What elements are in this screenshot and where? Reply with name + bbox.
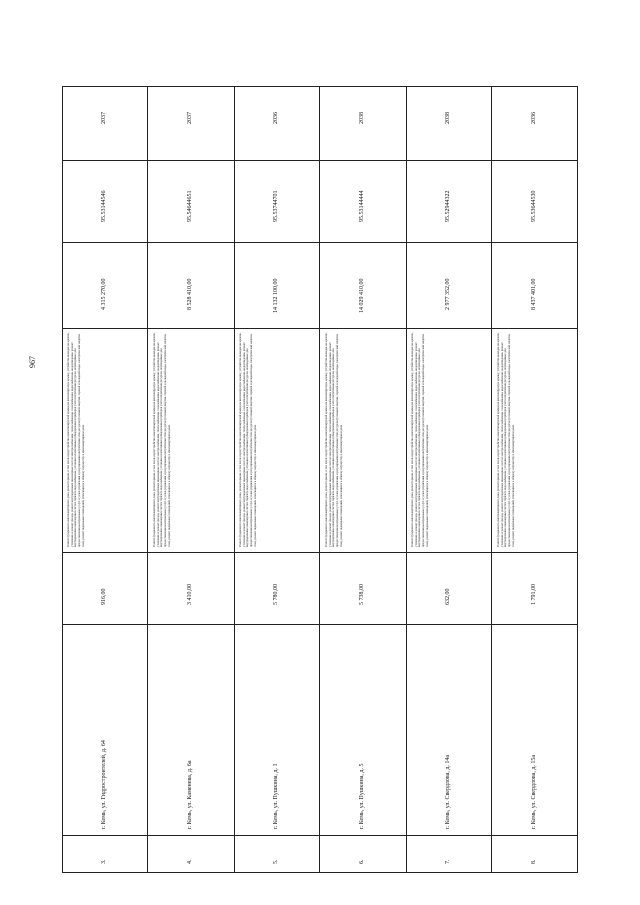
row-num: 5.: [273, 859, 279, 864]
row-cost: 8 437 401,00: [531, 278, 537, 310]
row-area: 3 410,00: [187, 584, 193, 605]
row-divider: [406, 87, 407, 872]
column-divider: [63, 160, 577, 161]
row-cost: 8 528 410,00: [187, 278, 193, 310]
row-works: Ремонт фундамента многоквартирного дома, ремонт крыши, в том числе переустройство невентилируемой крыши на вентилируемую крышу, устройство выходов на кровлю, утепление и ремонт фасада, ремонт внутридомовых инженерных систем электроснабжения, теплоснабжения, газоснабжения, водоснабжения, водоотведения, ремонт внутридомовых инженерных систем горячего водоснабжения, установка коллективных (общедомовых) приборов учета потребления ресурсов, необходимых для предоставления коммунальных услуг, и узлов управления и регулирования потребления этих ресурсов (тепловой энергии, горячей и холодной воды, электрической энергии, газа), ремонт подвальных помещений, относящихся к общему имуществу в многоквартирном доме: [324, 332, 343, 547]
row-address: г. Кемь, ул. Гидростроителей, д. 64: [101, 740, 107, 829]
row-code: 95.54644651: [187, 190, 193, 222]
row-address: г. Кемь, ул. Пушкина, д. 1: [273, 763, 279, 829]
row-number: 2037: [101, 112, 107, 124]
row-cost: 4 315 270,00: [101, 278, 107, 310]
row-year: 2036: [273, 112, 279, 124]
column-divider: [63, 242, 577, 243]
row-code: 95.53744701: [273, 190, 279, 222]
row-address: г. Кемь, ул. Свердлова, д. 15а: [531, 754, 537, 829]
row-works: Ремонт фундамента многоквартирного дома, ремонт крыши, в том числе переустройство невентилируемой крыши на вентилируемую крышу, устройство выходов на кровлю, утепление и ремонт фасада, ремонт внутридомовых инженерных систем электроснабжения, теплоснабжения, газоснабжения, водоснабжения, водоотведения, ремонт внутридомовых инженерных систем горячего водоснабжения, установка коллективных (общедомовых) приборов учета потребления ресурсов, необходимых для предоставления коммунальных услуг, и узлов управления и регулирования потребления этих ресурсов (тепловой энергии, горячей и холодной воды, электрической энергии, газа), ремонт подвальных помещений, относящихся к общему имуществу в многоквартирном доме: [496, 332, 515, 547]
row-divider: [147, 87, 148, 872]
row-divider: [234, 87, 235, 872]
row-works: Ремонт фундамента многоквартирного дома, ремонт крыши, в том числе переустройство невентилируемой крыши на вентилируемую крышу, устройство выходов на кровлю, утепление и ремонт фасада, ремонт внутридомовых инженерных систем электроснабжения, теплоснабжения, газоснабжения, водоснабжения, водоотведения, ремонт внутридомовых инженерных систем горячего водоснабжения, установка коллективных (общедомовых) приборов учета потребления ресурсов, необходимых для предоставления коммунальных услуг, и узлов управления и регулирования потребления этих ресурсов (тепловой энергии, горячей и холодной воды, электрической энергии, газа), ремонт подвальных помещений, относящихся к общему имуществу в многоквартирном доме: [66, 332, 85, 547]
row-area: 5 780,00: [273, 584, 279, 605]
row-address: г. Кемь, ул. Свердлова, д. 14а: [445, 754, 451, 829]
row-num: 4.: [187, 859, 193, 864]
works-table: [62, 86, 578, 873]
row-area: 5 738,00: [359, 584, 365, 605]
row-works: Ремонт фундамента многоквартирного дома, ремонт крыши, в том числе переустройство невентилируемой крыши на вентилируемую крышу, устройство выходов на кровлю, утепление и ремонт фасада, ремонт внутридомовых инженерных систем электроснабжения, теплоснабжения, газоснабжения, водоснабжения, водоотведения, ремонт внутридомовых инженерных систем горячего водоснабжения, установка коллективных (общедомовых) приборов учета потребления ресурсов, необходимых для предоставления коммунальных услуг, и узлов управления и регулирования потребления этих ресурсов (тепловой энергии, горячей и холодной воды, электрической энергии, газа), ремонт подвальных помещений, относящихся к общему имуществу в многоквартирном доме: [410, 332, 429, 547]
row-num: 6.: [359, 859, 365, 864]
column-divider: [63, 835, 577, 836]
row-address: г. Кемь, ул. Пушкина, д. 5: [359, 763, 365, 829]
column-divider: [63, 624, 577, 625]
row-area: 916,00: [101, 588, 107, 605]
row-area: 1 791,00: [531, 584, 537, 605]
row-year: 2038: [359, 112, 365, 124]
row-year: 2037: [187, 112, 193, 124]
row-year: 2036: [531, 112, 537, 124]
row-cost: 2 977 352,00: [445, 278, 451, 310]
row-code: 95.53144546: [101, 190, 107, 222]
page-number: 967: [28, 356, 37, 368]
row-num: 8.: [531, 859, 537, 864]
row-cost: 14 029 410,00: [359, 278, 365, 313]
row-address: г. Кемь, ул. Каменева, д. 6а: [187, 760, 193, 829]
row-code: 95.52944322: [445, 190, 451, 222]
row-divider: [491, 87, 492, 872]
row-works: Ремонт фундамента многоквартирного дома, ремонт крыши, в том числе переустройство невентилируемой крыши на вентилируемую крышу, устройство выходов на кровлю, утепление и ремонт фасада, ремонт внутридомовых инженерных систем электроснабжения, теплоснабжения, газоснабжения, водоснабжения, водоотведения, ремонт внутридомовых инженерных систем горячего водоснабжения, установка коллективных (общедомовых) приборов учета потребления ресурсов, необходимых для предоставления коммунальных услуг, и узлов управления и регулирования потребления этих ресурсов (тепловой энергии, горячей и холодной воды, электрической энергии, газа), ремонт подвальных помещений, относящихся к общему имуществу в многоквартирном доме: [152, 332, 171, 547]
column-divider: [63, 552, 577, 553]
row-works: Ремонт фундамента многоквартирного дома, ремонт крыши, в том числе переустройство невентилируемой крыши на вентилируемую крышу, устройство выходов на кровлю, утепление и ремонт фасада, ремонт внутридомовых инженерных систем электроснабжения, теплоснабжения, газоснабжения, водоснабжения, водоотведения, ремонт внутридомовых инженерных систем горячего водоснабжения, установка коллективных (общедомовых) приборов учета потребления ресурсов, необходимых для предоставления коммунальных услуг, и узлов управления и регулирования потребления этих ресурсов (тепловой энергии, горячей и холодной воды, электрической энергии, газа), ремонт подвальных помещений, относящихся к общему имуществу в многоквартирном доме: [238, 332, 257, 547]
row-year: 2038: [445, 112, 451, 124]
row-divider: [319, 87, 320, 872]
row-num: 7.: [445, 859, 451, 864]
row-cost: 14 132 100,00: [273, 278, 279, 313]
row-area: 632,00: [445, 588, 451, 605]
row-code: 95.53144444: [359, 190, 365, 222]
row-code: 95.53644530: [531, 190, 537, 222]
row-num: 3.: [101, 859, 107, 864]
